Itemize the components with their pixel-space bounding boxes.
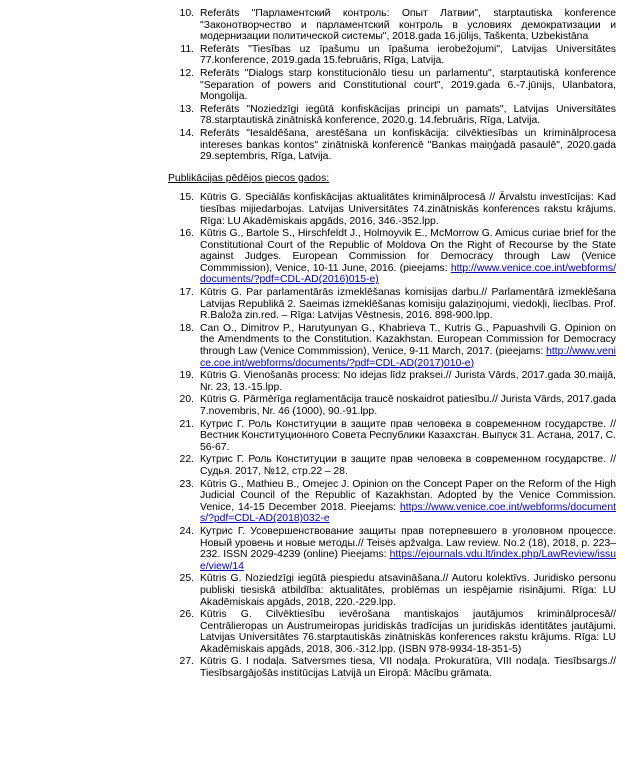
item-text: Kūtris G. Par parlamentārās izmeklēšanas komisijas darbu.// Parlamentārā izmeklēšana Latvijas Republikā 2. Saeimas izmeklēšanas komisiju galaziņojumi, viedokļi, liecības. Prof. R.Baloža zin.red. – Rīga: Latvijas Vēstnesis, 2016. 898-900.lpp. bbox=[200, 287, 616, 322]
list-item bbox=[168, 419, 616, 454]
section-heading: Publikācijas pēdējos piecos gados: bbox=[168, 172, 330, 184]
item-number: 22. bbox=[179, 454, 194, 466]
list-item bbox=[168, 128, 616, 163]
publications-list bbox=[168, 192, 616, 679]
item-number: 13. bbox=[179, 103, 194, 115]
item-text: Кутрис Г. Роль Конституции в защите прав человека в современном государстве. // Судья. 2017, №12, стр.22 – 28. bbox=[200, 454, 616, 477]
item-text: Kūtris G. I nodaļa. Satversmes tiesa, VII nodaļa. Prokuratūra, VIII nodaļa. Tiesībsargs.// Tiesībsargājošās institūcijas Latvijā un Eiropā: Mācību grāmata. bbox=[200, 656, 616, 680]
item-text: Kūtris G. Speciālās konfiskācijas aktualitātes kriminālprocesā // Ārvalstu investīcijas: Kad tiesības mijiedarbojas. Latvijas Universitātes 74.zinātniskās konferences rakstu krājums. Rīga: LU Akadēmiskais apgāds, 2016, 346.-352.lpp. bbox=[200, 192, 616, 227]
item-text: Referāts "Dialogs starp konstitucionālo tiesu un parlamentu", starptautiskā konference "Separation of powers and Constitutional court", 2019.gada 6.-7.jūnijs, Ulanbatora, Mongolija. bbox=[200, 67, 616, 103]
item-number: 19. bbox=[179, 370, 194, 382]
list-item bbox=[168, 8, 616, 43]
item-text: Referāts "Noziedzīgi iegūtā konfiskācijas principi un pamats", Latvijas Universitātes 78.starptautiskā zinātniskā konference, 2020.g. 14.februāris, Rīga, Latvija. bbox=[200, 103, 616, 127]
item-number: 23. bbox=[179, 478, 194, 490]
list-item bbox=[168, 68, 616, 103]
item-text: Referāts "Tiesības uz īpašumu un īpašuma ierobežojumi", Latvijas Universitātes 77.konference, 2019.gada 15.februāris, Rīga, Latvija. bbox=[200, 43, 616, 67]
item-text: Kūtris G. Cilvēktiesību ievērošana mantiskajos jautājumos kriminālprocesā// Centrālieropas un Austrumeiropas juridiskās tradīcijas un juridiskās identitātes jautājumi. Latvijas Universitātes 76.starptautiskās zinātniskās konferences rakstu krājums. Rīga: LU Akadēmiskais apgāds, 2018, 306.-312.lpp. (ISBN 978-9934-18-351-5) bbox=[200, 609, 616, 655]
list-item bbox=[168, 192, 616, 227]
item-number: 25. bbox=[179, 573, 194, 585]
external-link[interactable]: http://www.venice.coe.int/webforms/documents/?pdf=CDL-AD(2017)010-e) bbox=[200, 346, 616, 369]
item-number: 20. bbox=[179, 394, 194, 406]
item-number: 10. bbox=[179, 8, 194, 19]
item-number: 16. bbox=[179, 228, 194, 240]
list-item bbox=[168, 228, 616, 286]
conference-reports-list bbox=[168, 8, 616, 163]
item-text: Kūtris G. Pārmērīga reglamentācija traucē noskaidrot patiesību.// Jurista Vārds, 2017.gada 7.novembris, Nr. 46 (1000), 90.-91.lpp. bbox=[200, 394, 616, 417]
item-text: Kūtris G., Bartole S., Hirschfeldt J., Holmoyvik E., McMorrow G. Amicus curiae brief for the Constitutional Court of the Republic of Moldova On the Right of Recourse by the State against Judges. European Commission for Democracy through Law (Venice Commmission), Venice, 10-11 June, 2016. (pieejams: http://www.venice.coe.int/webforms/documents/?pdf=CDL-AD(2016)015-e) bbox=[200, 228, 616, 286]
item-text: Can O., Dimitrov P., Harutyunyan G., Khabrieva T., Kutris G., Papuashvili G. Opinion on the Amendments to the Constitution. Kazakhstan. European Commission for Democracy through Law (Venice Commmission), Venice, 9-11 March, 2017. (pieejams: http://www.venice.coe.int/webforms/documents/?pdf=CDL-AD(2017)010-e) bbox=[200, 322, 616, 369]
item-number: 11. bbox=[180, 43, 194, 55]
item-number: 12. bbox=[179, 67, 194, 79]
external-link[interactable]: https://www.venice.coe.int/webforms/documents/?pdf=CDL-AD(2018)032-e bbox=[200, 501, 616, 525]
item-text: Kūtris G., Mathieu B., Omejec J. Opinion on the Concept Paper on the Reform of the High Judicial Council of the Republic of Kazakhstan. Adopted by the Venice Commission. Venice, 14-15 December 2018. Pieejams: https://www.venice.coe.int/webforms/documents/?pdf=CDL-AD(2018)032-e bbox=[200, 478, 616, 525]
list-item bbox=[168, 454, 616, 477]
item-number: 18. bbox=[179, 322, 194, 334]
item-text: Referāts "Парламентский контроль: Опыт Латвии", starptautiska konference "Законотворчество и парламентский контроль в условиях демократизации и модернизации политической системы", 2018.gada 16.jūlijs, Taškenta, Uzbekistāna bbox=[200, 8, 616, 43]
item-number: 15. bbox=[179, 192, 194, 204]
list-item bbox=[168, 323, 616, 369]
list-item bbox=[168, 44, 616, 67]
list-item bbox=[168, 656, 616, 679]
list-item bbox=[168, 370, 616, 393]
list-item bbox=[168, 526, 616, 572]
list-item bbox=[168, 287, 616, 322]
list-item bbox=[168, 573, 616, 608]
item-number: 26. bbox=[179, 609, 194, 621]
item-text: Кутрис Г. Роль Конституции в защите прав человека в современном государстве. // Вестник Конституционного Совета Республики Казахстан. Выпуск 31. Астана, 2017, С. 56-67. bbox=[200, 418, 616, 453]
list-item bbox=[168, 479, 616, 525]
document-content bbox=[168, 8, 616, 681]
list-item bbox=[168, 394, 616, 417]
list-item bbox=[168, 609, 616, 655]
item-number: 17. bbox=[179, 287, 194, 299]
item-text: Kūtris G. Vienošanās process: No idejas līdz praksei.// Jurista Vārds, 2017.gada 30.maijā, Nr. 23, 13.-15.lpp. bbox=[200, 370, 616, 393]
external-link[interactable]: http://www.venice.coe.int/webforms/documents/?pdf=CDL-AD(2016)015-e) bbox=[200, 262, 616, 286]
item-text: Кутрис Г. Усовершенствование защиты прав потерпевшего в уголовном процессе. Новый уровень и новые методы.// Teisės apžvalga. Law review. No.2 (18), 2018, p. 223–232. ISSN 2029-4239 (online) Pieejams: https://ejournals.vdu.lt/index.php/LawReview/issue/view/14 bbox=[200, 525, 616, 572]
item-number: 24. bbox=[179, 525, 194, 537]
external-link[interactable]: https://ejournals.vdu.lt/index.php/LawReview/issue/view/14 bbox=[200, 549, 616, 572]
item-text: Kūtris G. Noziedzīgi iegūtā piespiedu atsavināšana.// Autoru kolektīvs. Juridisko personu publiski tiesiskā atbildība: aktualitātes, problēmas un iespējamie risinājumi. Rīga: LU Akadēmiskais apgāds, 2018, 220.-229.lpp. bbox=[200, 573, 616, 608]
item-number: 21. bbox=[179, 418, 194, 430]
item-text: Referāts "Iesaldēšana, arestēšana un konfiskācija: cilvēktiesības un kriminālprocesa intereses bankas kontos" zinātniskā konferencē "Bankas maiņģadā pasaulē", 2020.gada 29.septembris, Rīga, Latvija. bbox=[200, 127, 616, 163]
list-item bbox=[168, 104, 616, 127]
item-number: 14. bbox=[179, 127, 194, 139]
item-number: 27. bbox=[179, 656, 194, 668]
